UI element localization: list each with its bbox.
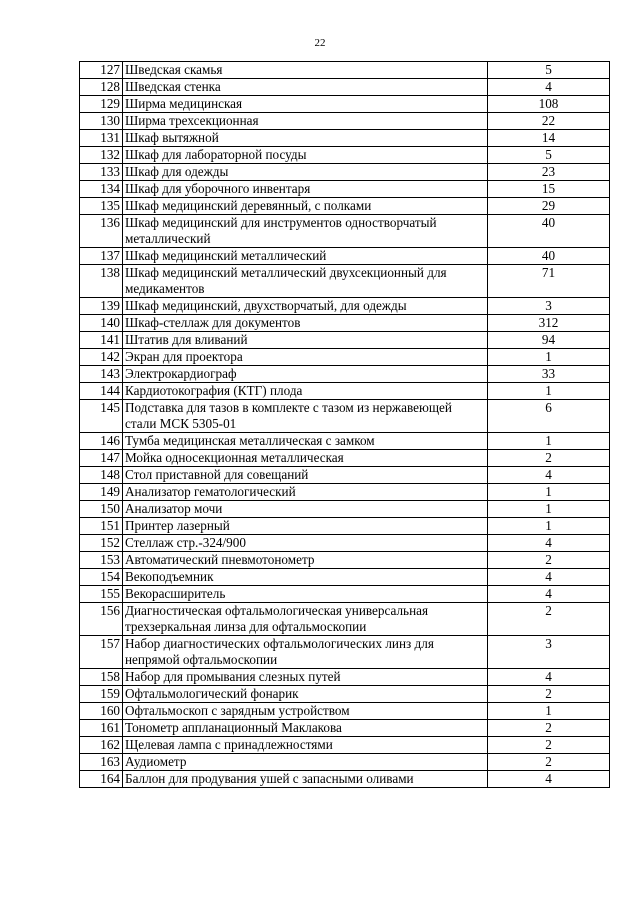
quantity-cell: 1 (488, 383, 610, 400)
table-row (80, 484, 610, 501)
row-number-cell: 128 (80, 79, 123, 96)
item-name-cell: Шкаф медицинский, двухстворчатый, для одежды (123, 298, 488, 315)
row-number-cell: 150 (80, 501, 123, 518)
quantity-cell: 1 (488, 433, 610, 450)
row-number-cell: 134 (80, 181, 123, 198)
quantity-cell: 40 (488, 215, 610, 248)
quantity-cell: 2 (488, 603, 610, 636)
quantity-cell: 3 (488, 636, 610, 669)
row-number-cell: 130 (80, 113, 123, 130)
row-number-cell: 162 (80, 737, 123, 754)
item-name-cell: Шведская стенка (123, 79, 488, 96)
quantity-cell: 1 (488, 501, 610, 518)
item-name-cell: Векоподъемник (123, 569, 488, 586)
item-name-cell: Кардиотокография (КТГ) плода (123, 383, 488, 400)
table-row (80, 298, 610, 315)
table-row (80, 164, 610, 181)
item-name-cell: Стол приставной для совещаний (123, 467, 488, 484)
quantity-cell: 4 (488, 586, 610, 603)
row-number-cell: 164 (80, 771, 123, 788)
row-number-cell: 157 (80, 636, 123, 669)
quantity-cell: 4 (488, 467, 610, 484)
table-row (80, 315, 610, 332)
quantity-cell: 4 (488, 535, 610, 552)
item-name-cell: Офтальмологический фонарик (123, 686, 488, 703)
row-number-cell: 149 (80, 484, 123, 501)
row-number-cell: 131 (80, 130, 123, 147)
row-number-cell: 140 (80, 315, 123, 332)
item-name-cell: Шкаф медицинский металлический (123, 248, 488, 265)
table-row (80, 552, 610, 569)
quantity-cell: 4 (488, 79, 610, 96)
item-name-cell: Набор для промывания слезных путей (123, 669, 488, 686)
page-number: 22 (314, 37, 326, 49)
item-name-cell: Ширма медицинская (123, 96, 488, 113)
row-number-cell: 132 (80, 147, 123, 164)
table-row (80, 720, 610, 737)
table-row (80, 215, 610, 248)
item-name-cell: Стеллаж стр.-324/900 (123, 535, 488, 552)
table-row (80, 737, 610, 754)
table-row (80, 181, 610, 198)
table-row (80, 79, 610, 96)
quantity-cell: 1 (488, 349, 610, 366)
quantity-cell: 2 (488, 737, 610, 754)
item-name-cell: Принтер лазерный (123, 518, 488, 535)
item-name-cell: Шкаф вытяжной (123, 130, 488, 147)
row-number-cell: 160 (80, 703, 123, 720)
table-row (80, 366, 610, 383)
item-name-cell: Электрокардиограф (123, 366, 488, 383)
item-name-cell: Набор диагностических офтальмологических линз для непрямой офтальмоскопии (123, 636, 488, 669)
table-row (80, 265, 610, 298)
table-row (80, 383, 610, 400)
quantity-cell: 1 (488, 518, 610, 535)
quantity-cell: 4 (488, 669, 610, 686)
table-row (80, 130, 610, 147)
item-name-cell: Тонометр аппланационный Маклакова (123, 720, 488, 737)
quantity-cell: 2 (488, 552, 610, 569)
quantity-cell: 1 (488, 484, 610, 501)
table-row (80, 771, 610, 788)
item-name-cell: Экран для проектора (123, 349, 488, 366)
table-row (80, 147, 610, 164)
quantity-cell: 2 (488, 686, 610, 703)
row-number-cell: 151 (80, 518, 123, 535)
quantity-cell: 23 (488, 164, 610, 181)
row-number-cell: 142 (80, 349, 123, 366)
item-name-cell: Шкаф медицинский деревянный, с полками (123, 198, 488, 215)
row-number-cell: 135 (80, 198, 123, 215)
quantity-cell: 108 (488, 96, 610, 113)
row-number-cell: 158 (80, 669, 123, 686)
row-number-cell: 139 (80, 298, 123, 315)
quantity-cell: 2 (488, 754, 610, 771)
table-row (80, 450, 610, 467)
table-row (80, 248, 610, 265)
quantity-cell: 3 (488, 298, 610, 315)
row-number-cell: 153 (80, 552, 123, 569)
item-name-cell: Ширма трехсекционная (123, 113, 488, 130)
item-name-cell: Офтальмоскоп с зарядным устройством (123, 703, 488, 720)
table-row (80, 518, 610, 535)
row-number-cell: 144 (80, 383, 123, 400)
row-number-cell: 146 (80, 433, 123, 450)
table-row (80, 113, 610, 130)
row-number-cell: 129 (80, 96, 123, 113)
table-row (80, 62, 610, 79)
table-row (80, 703, 610, 720)
row-number-cell: 143 (80, 366, 123, 383)
table-row (80, 501, 610, 518)
item-name-cell: Шведская скамья (123, 62, 488, 79)
row-number-cell: 148 (80, 467, 123, 484)
row-number-cell: 152 (80, 535, 123, 552)
quantity-cell: 33 (488, 366, 610, 383)
table-row (80, 467, 610, 484)
quantity-cell: 15 (488, 181, 610, 198)
row-number-cell: 156 (80, 603, 123, 636)
quantity-cell: 14 (488, 130, 610, 147)
row-number-cell: 161 (80, 720, 123, 737)
quantity-cell: 5 (488, 147, 610, 164)
quantity-cell: 1 (488, 703, 610, 720)
table-row (80, 754, 610, 771)
item-name-cell: Анализатор мочи (123, 501, 488, 518)
quantity-cell: 2 (488, 450, 610, 467)
item-name-cell: Шкаф медицинский для инструментов одностворчатый металлический (123, 215, 488, 248)
table-row (80, 349, 610, 366)
row-number-cell: 154 (80, 569, 123, 586)
row-number-cell: 145 (80, 400, 123, 433)
quantity-cell: 4 (488, 771, 610, 788)
table-row (80, 586, 610, 603)
item-name-cell: Шкаф для уборочного инвентаря (123, 181, 488, 198)
quantity-cell: 6 (488, 400, 610, 433)
item-name-cell: Штатив для вливаний (123, 332, 488, 349)
row-number-cell: 163 (80, 754, 123, 771)
row-number-cell: 155 (80, 586, 123, 603)
table-row (80, 603, 610, 636)
table-row (80, 96, 610, 113)
table-row (80, 686, 610, 703)
equipment-table-body (80, 62, 610, 788)
row-number-cell: 133 (80, 164, 123, 181)
item-name-cell: Автоматический пневмотонометр (123, 552, 488, 569)
row-number-cell: 127 (80, 62, 123, 79)
table-row (80, 332, 610, 349)
item-name-cell: Анализатор гематологический (123, 484, 488, 501)
item-name-cell: Подставка для тазов в комплекте с тазом из нержавеющей стали МСК 5305-01 (123, 400, 488, 433)
item-name-cell: Аудиометр (123, 754, 488, 771)
quantity-cell: 2 (488, 720, 610, 737)
table-row (80, 433, 610, 450)
quantity-cell: 22 (488, 113, 610, 130)
item-name-cell: Щелевая лампа с принадлежностями (123, 737, 488, 754)
quantity-cell: 40 (488, 248, 610, 265)
row-number-cell: 141 (80, 332, 123, 349)
item-name-cell: Шкаф медицинский металлический двухсекционный для медикаментов (123, 265, 488, 298)
item-name-cell: Шкаф для одежды (123, 164, 488, 181)
quantity-cell: 4 (488, 569, 610, 586)
row-number-cell: 136 (80, 215, 123, 248)
table-row (80, 569, 610, 586)
quantity-cell: 94 (488, 332, 610, 349)
quantity-cell: 71 (488, 265, 610, 298)
item-name-cell: Диагностическая офтальмологическая универсальная трехзеркальная линза для офтальмоскопии (123, 603, 488, 636)
row-number-cell: 147 (80, 450, 123, 467)
table-row (80, 636, 610, 669)
item-name-cell: Шкаф-стеллаж для документов (123, 315, 488, 332)
item-name-cell: Тумба медицинская металлическая с замком (123, 433, 488, 450)
item-name-cell: Баллон для продувания ушей с запасными оливами (123, 771, 488, 788)
row-number-cell: 137 (80, 248, 123, 265)
table-row (80, 669, 610, 686)
table-row (80, 198, 610, 215)
quantity-cell: 29 (488, 198, 610, 215)
table-row (80, 400, 610, 433)
table-row (80, 535, 610, 552)
row-number-cell: 159 (80, 686, 123, 703)
row-number-cell: 138 (80, 265, 123, 298)
item-name-cell: Шкаф для лабораторной посуды (123, 147, 488, 164)
quantity-cell: 312 (488, 315, 610, 332)
item-name-cell: Векорасширитель (123, 586, 488, 603)
item-name-cell: Мойка односекционная металлическая (123, 450, 488, 467)
quantity-cell: 5 (488, 62, 610, 79)
equipment-table (79, 61, 610, 788)
